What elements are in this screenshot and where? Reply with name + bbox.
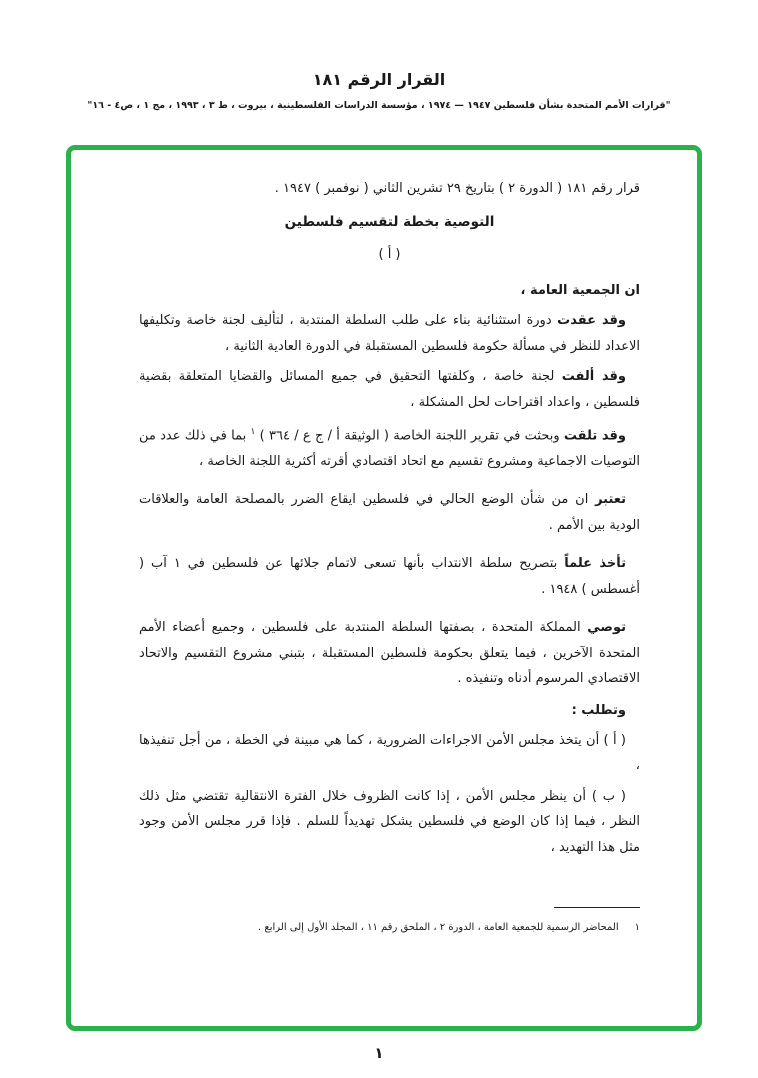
paragraph-text: دورة استثنائية بناء على طلب السلطة المنتدبة ، لتأليف لجنة خاصة وتكليفها الاعداد للنظر في مسألة حكومة فلسطين المستقبلة في الدورة العادية الثانية ، bbox=[139, 313, 640, 354]
paragraph-lead: وقد ألفت bbox=[561, 369, 626, 384]
footnote bbox=[248, 907, 640, 938]
resolution-heading: قرار رقم ١٨١ ( الدورة ٢ ) بتاريخ ٢٩ تشرين الثاني ( نوفمبر ) ١٩٤٧ . bbox=[274, 181, 640, 196]
document-body bbox=[71, 150, 697, 1026]
paragraph-text: بما في ذلك عدد من التوصيات الاجماعية ومشروع تقسيم مع اتحاد اقتصادي أقرته أكثرية اللجنة الخاصة ، bbox=[139, 428, 640, 469]
opening-line: ان الجمعية العامة ، bbox=[520, 283, 640, 298]
item-marker: ( ب ) bbox=[591, 788, 626, 804]
paragraph-text: لجنة خاصة ، وكلفتها التحقيق في جميع المسائل والقضايا المتعلقة بقضية فلسطين ، واعداد اقتراحات لحل المشكلة ، bbox=[139, 369, 640, 410]
footnote-marker: ١ bbox=[634, 922, 640, 933]
page-number: ١ bbox=[374, 1044, 384, 1062]
request-item-b bbox=[139, 784, 640, 861]
requests-label: وتطلب : bbox=[571, 702, 626, 718]
footnote-reference: ١ bbox=[250, 427, 256, 437]
paragraph-text: بتصريح سلطة الانتداب بأنها تسعى لاتمام جلائها عن فلسطين في ١ آب ( أغسطس ) ١٩٤٨ . bbox=[139, 556, 640, 597]
operative-paragraph-recommends bbox=[139, 615, 640, 692]
request-item-a bbox=[139, 728, 640, 779]
footnote-body: المحاضر الرسمية للجمعية العامة ، الدورة ٢ ، الملحق رقم ١١ ، المجلد الأول إلى الرابع . bbox=[258, 922, 619, 933]
paragraph-text: ان من شأن الوضع الحالي في فلسطين ايقاع الضرر بالمصلحة العامة والعلاقات الودية بين الأمم . bbox=[139, 492, 640, 533]
section-marker: ( أ ) bbox=[378, 247, 401, 262]
resolution-subject: التوصية بخطة لتقسيم فلسطين bbox=[284, 214, 495, 230]
source-citation: "قرارات الأمم المتحدة بشأن فلسطين ١٩٤٧ — ١٩٧٤ ، مؤسسة الدراسات الفلسطينية ، بيروت ، ط ٣ ، ١٩٩٣ ، مج ١ ، ص٤ - ١٦" bbox=[87, 100, 671, 111]
recital-paragraph-1 bbox=[139, 308, 640, 359]
item-text: أن ينظر مجلس الأمن ، إذا كانت الظروف خلال الفترة الانتقالية تقتضي مثل ذلك النظر ، فيما إذا كان الوضع في فلسطين يشكل تهديداً للسلم . فإذا قرر مجلس الأمن وجود مثل هذا التهديد ، bbox=[139, 788, 640, 855]
item-marker: ( أ ) bbox=[603, 732, 626, 748]
paragraph-lead: وقد تلقت bbox=[563, 428, 627, 444]
paragraph-text: وبحثت في تقرير اللجنة الخاصة ( الوثيقة أ / ج ع / ٣٦٤ ) bbox=[255, 428, 564, 444]
footnote-separator bbox=[554, 907, 640, 908]
recital-paragraph-2 bbox=[139, 364, 640, 415]
paragraph-lead: تأخذ علماً bbox=[564, 556, 627, 572]
document-frame bbox=[66, 145, 702, 1031]
recital-paragraph-3 bbox=[139, 420, 640, 474]
paragraph-lead: توصي bbox=[587, 620, 626, 636]
operative-paragraph-takes-note bbox=[139, 551, 640, 602]
paragraph-lead: تعتبر bbox=[595, 492, 626, 508]
resolution-title: القرار الرقم ١٨١ bbox=[312, 70, 446, 89]
item-text: أن يتخذ مجلس الأمن الاجراءات الضرورية ، كما هي مبينة في الخطة ، من أجل تنفيذها ، bbox=[139, 732, 640, 774]
paragraph-lead: وقد عقدت bbox=[557, 313, 626, 328]
page-header bbox=[0, 70, 758, 111]
operative-paragraph-considers bbox=[139, 487, 640, 538]
paragraph-text: المملكة المتحدة ، بصفتها السلطة المنتدبة على فلسطين ، وجميع أعضاء الأمم المتحدة الآخرين ، فيما يتعلق بحكومة فلسطين المستقبلة ، بتبني مشروع التقسيم والاتحاد الاقتصادي المرسوم أدناه وتنفيذه . bbox=[139, 620, 640, 687]
footnote-text bbox=[248, 917, 640, 938]
